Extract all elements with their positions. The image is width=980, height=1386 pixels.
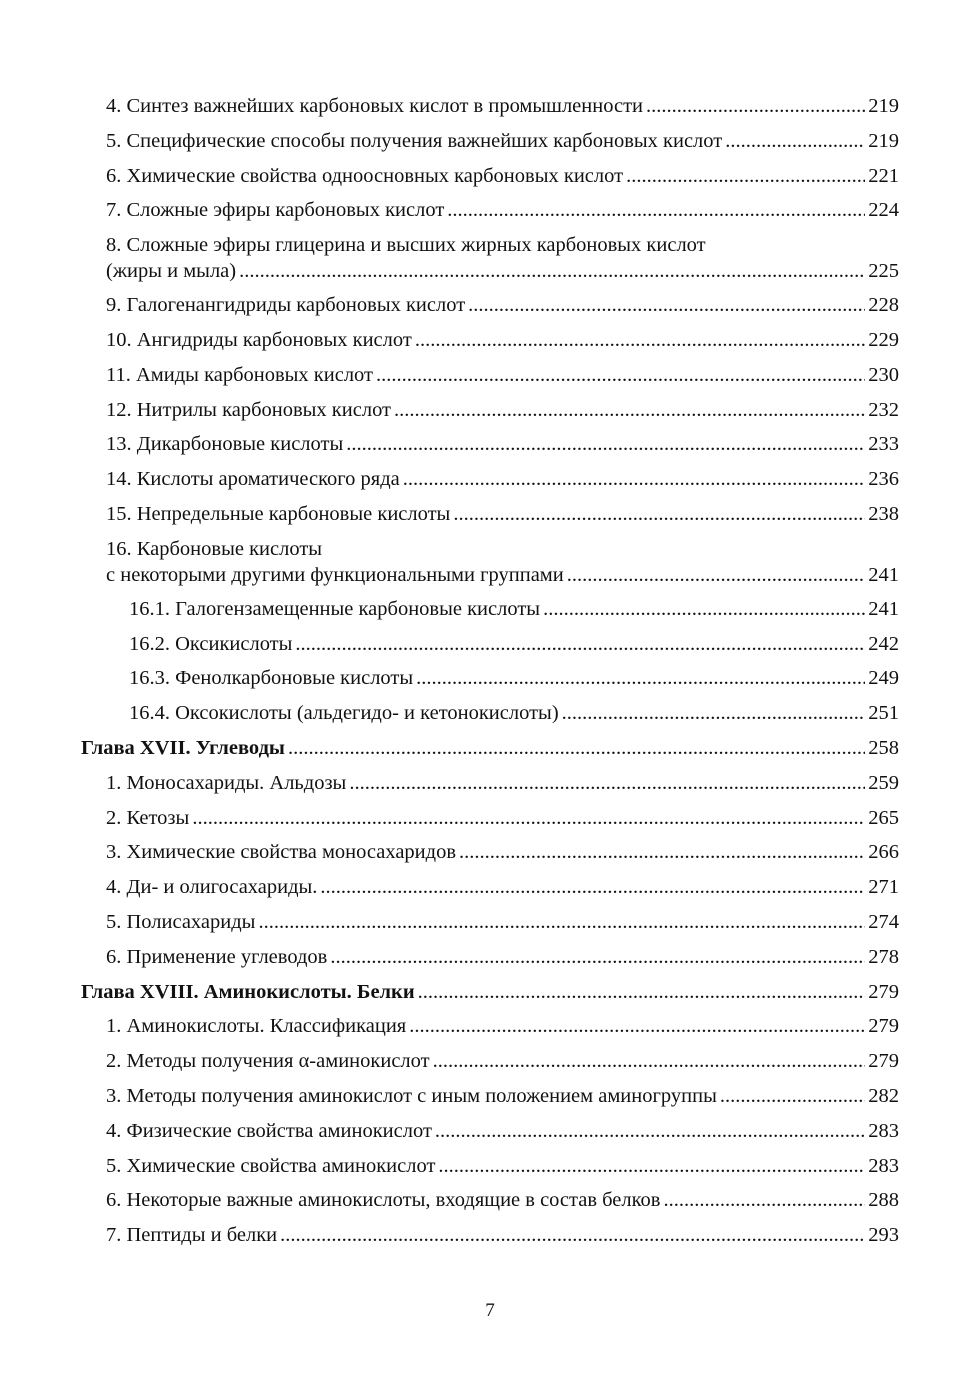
toc-entry-page: 279 (868, 980, 899, 1003)
toc-subentry (81, 661, 899, 696)
toc-entry-title-line1: 8. Сложные эфиры глицерина и высших жирных карбоновых кислот (106, 234, 706, 257)
toc-entry-page: 271 (868, 876, 899, 899)
toc-entry-page: 266 (868, 841, 899, 864)
leader-dots (258, 905, 865, 940)
chapter-title: Глава XVII. Углеводы (81, 736, 285, 759)
leader-dots (416, 661, 865, 696)
toc-entry-page: 241 (868, 597, 899, 620)
leader-dots (646, 89, 865, 124)
toc-entry-title: 4. Ди- и олигосахариды. (106, 876, 318, 899)
toc-entry-page: 278 (868, 945, 899, 968)
toc-entry (81, 124, 899, 159)
table-of-contents (81, 89, 899, 1253)
toc-entry (81, 288, 899, 323)
toc-entry-page: 283 (868, 1154, 899, 1177)
toc-entry-title: 11. Амиды карбоновых кислот (106, 363, 373, 386)
toc-entry (81, 358, 899, 393)
toc-entry-page: 251 (868, 702, 899, 725)
toc-entry-page: 241 (868, 563, 899, 586)
toc-entry-page: 230 (868, 363, 899, 386)
toc-entry (81, 1183, 899, 1218)
toc-entry (81, 1079, 899, 1114)
toc-entry-title: 5. Химические свойства аминокислот (106, 1154, 436, 1177)
leader-dots (415, 323, 865, 358)
toc-entry-title: 4. Синтез важнейших карбоновых кислот в промышленности (106, 95, 644, 117)
toc-entry-page: 274 (868, 910, 899, 933)
toc-entry (81, 462, 899, 497)
leader-dots (447, 193, 865, 228)
toc-entry-page: 233 (868, 433, 899, 456)
leader-dots (280, 1218, 865, 1253)
toc-entry (81, 1114, 899, 1149)
leader-dots (626, 159, 865, 194)
toc-entry-title: 10. Ангидриды карбоновых кислот (106, 328, 412, 351)
toc-entry (81, 940, 899, 975)
leader-dots (295, 627, 865, 662)
leader-dots (562, 696, 866, 731)
leader-dots (239, 258, 865, 284)
toc-entry-title: 16.4. Оксокислоты (альдегидо- и кетонокислоты) (129, 702, 559, 725)
toc-entry (81, 835, 899, 870)
toc-entry (81, 427, 899, 462)
toc-entry (81, 1218, 899, 1253)
leader-dots (376, 358, 865, 393)
toc-entry (81, 766, 899, 801)
toc-entry-title: 16.3. Фенолкарбоновые кислоты (129, 667, 414, 690)
toc-entry (81, 159, 899, 194)
toc-entry-page: 236 (868, 468, 899, 491)
toc-entry-title: 6. Некоторые важные аминокислоты, входящие в состав белков (106, 1189, 661, 1212)
toc-entry-page: 258 (868, 736, 899, 759)
toc-chapter-heading (81, 731, 899, 766)
leader-dots (720, 1079, 865, 1114)
toc-entry (81, 323, 899, 358)
toc-entry-page: 283 (868, 1119, 899, 1142)
toc-entry-title: 2. Кетозы (106, 806, 190, 829)
toc-entry-page: 232 (868, 398, 899, 421)
toc-entry-title: 9. Галогенангидриды карбоновых кислот (106, 294, 466, 317)
toc-entry (81, 89, 899, 124)
toc-subentry (81, 627, 899, 662)
toc-subentry (81, 696, 899, 731)
toc-entry (81, 1009, 899, 1044)
toc-entry-title: 3. Методы получения аминокислот с иным положением аминогруппы (106, 1084, 717, 1107)
leader-dots (288, 731, 865, 766)
toc-entry-page: 279 (868, 1050, 899, 1073)
leader-dots (725, 124, 865, 159)
toc-entry-page: 279 (868, 1015, 899, 1038)
toc-entry-page: 242 (868, 632, 899, 655)
toc-entry (81, 228, 899, 288)
chapter-title: Глава XVIII. Аминокислоты. Белки (81, 980, 415, 1003)
toc-entry-page: 219 (868, 95, 899, 117)
toc-entry-title: 2. Методы получения α-аминокислот (106, 1050, 430, 1073)
leader-dots (320, 870, 865, 905)
toc-entry-title: 6. Применение углеводов (106, 945, 328, 968)
toc-subentry (81, 592, 899, 627)
toc-entry-title: 5. Специфические способы получения важнейших карбоновых кислот (106, 129, 723, 152)
leader-dots (394, 393, 865, 428)
toc-entry-title: 16.2. Оксикислоты (129, 632, 293, 655)
leader-dots (435, 1114, 865, 1149)
leader-dots (468, 288, 865, 323)
toc-entry-page: 249 (868, 667, 899, 690)
toc-entry-page: 259 (868, 771, 899, 794)
leader-dots (543, 592, 865, 627)
toc-entry-title-line1: 16. Карбоновые кислоты (106, 537, 323, 560)
leader-dots (438, 1149, 865, 1184)
toc-entry (81, 193, 899, 228)
toc-entry-title: 6. Химические свойства одноосновных карбоновых кислот (106, 164, 624, 187)
toc-entry (81, 532, 899, 592)
toc-entry-title: 7. Пептиды и белки (106, 1224, 278, 1247)
leader-dots (349, 766, 865, 801)
leader-dots (459, 835, 865, 870)
leader-dots (330, 940, 865, 975)
toc-entry (81, 393, 899, 428)
toc-entry-page: 293 (868, 1224, 899, 1247)
leader-dots (346, 427, 865, 462)
toc-entry-title: 7. Сложные эфиры карбоновых кислот (106, 199, 445, 222)
toc-entry-page: 282 (868, 1084, 899, 1107)
leader-dots (409, 1009, 865, 1044)
toc-entry-page: 238 (868, 502, 899, 525)
page-number: 7 (485, 1300, 495, 1321)
toc-entry-page: 225 (868, 260, 899, 283)
leader-dots (403, 462, 865, 497)
toc-entry (81, 1149, 899, 1184)
toc-entry (81, 497, 899, 532)
toc-entry-title: 1. Аминокислоты. Классификация (106, 1015, 407, 1038)
leader-dots (192, 801, 865, 836)
toc-entry (81, 905, 899, 940)
leader-dots (433, 1044, 866, 1079)
toc-entry-title: 14. Кислоты ароматического ряда (106, 468, 400, 491)
toc-entry-title: (жиры и мыла) (106, 260, 237, 283)
leader-dots (663, 1183, 865, 1218)
toc-entry (81, 1044, 899, 1079)
toc-entry-title: 16.1. Галогензамещенные карбоновые кислоты (129, 597, 541, 620)
toc-entry-title: 3. Химические свойства моносахаридов (106, 841, 457, 864)
toc-entry-title: 12. Нитрилы карбоновых кислот (106, 398, 392, 421)
toc-chapter-heading (81, 975, 899, 1010)
toc-entry-page: 229 (868, 328, 899, 351)
toc-entry-page: 219 (868, 129, 899, 152)
toc-entry-title: 15. Непредельные карбоновые кислоты (106, 502, 451, 525)
toc-entry-title: с некоторыми другими функциональными группами (106, 563, 564, 586)
toc-entry-page: 228 (868, 294, 899, 317)
toc-entry-title: 13. Дикарбоновые кислоты (106, 433, 344, 456)
leader-dots (567, 562, 866, 588)
toc-entry (81, 870, 899, 905)
leader-dots (453, 497, 865, 532)
toc-entry-page: 224 (868, 199, 899, 222)
toc-entry-page: 265 (868, 806, 899, 829)
toc-entry-title: 1. Моносахариды. Альдозы (106, 771, 347, 794)
toc-entry-page: 221 (868, 164, 899, 187)
toc-entry-page: 288 (868, 1189, 899, 1212)
toc-entry-title: 5. Полисахариды (106, 910, 256, 933)
leader-dots (418, 975, 866, 1010)
toc-entry (81, 801, 899, 836)
toc-entry-title: 4. Физические свойства аминокислот (106, 1119, 432, 1142)
